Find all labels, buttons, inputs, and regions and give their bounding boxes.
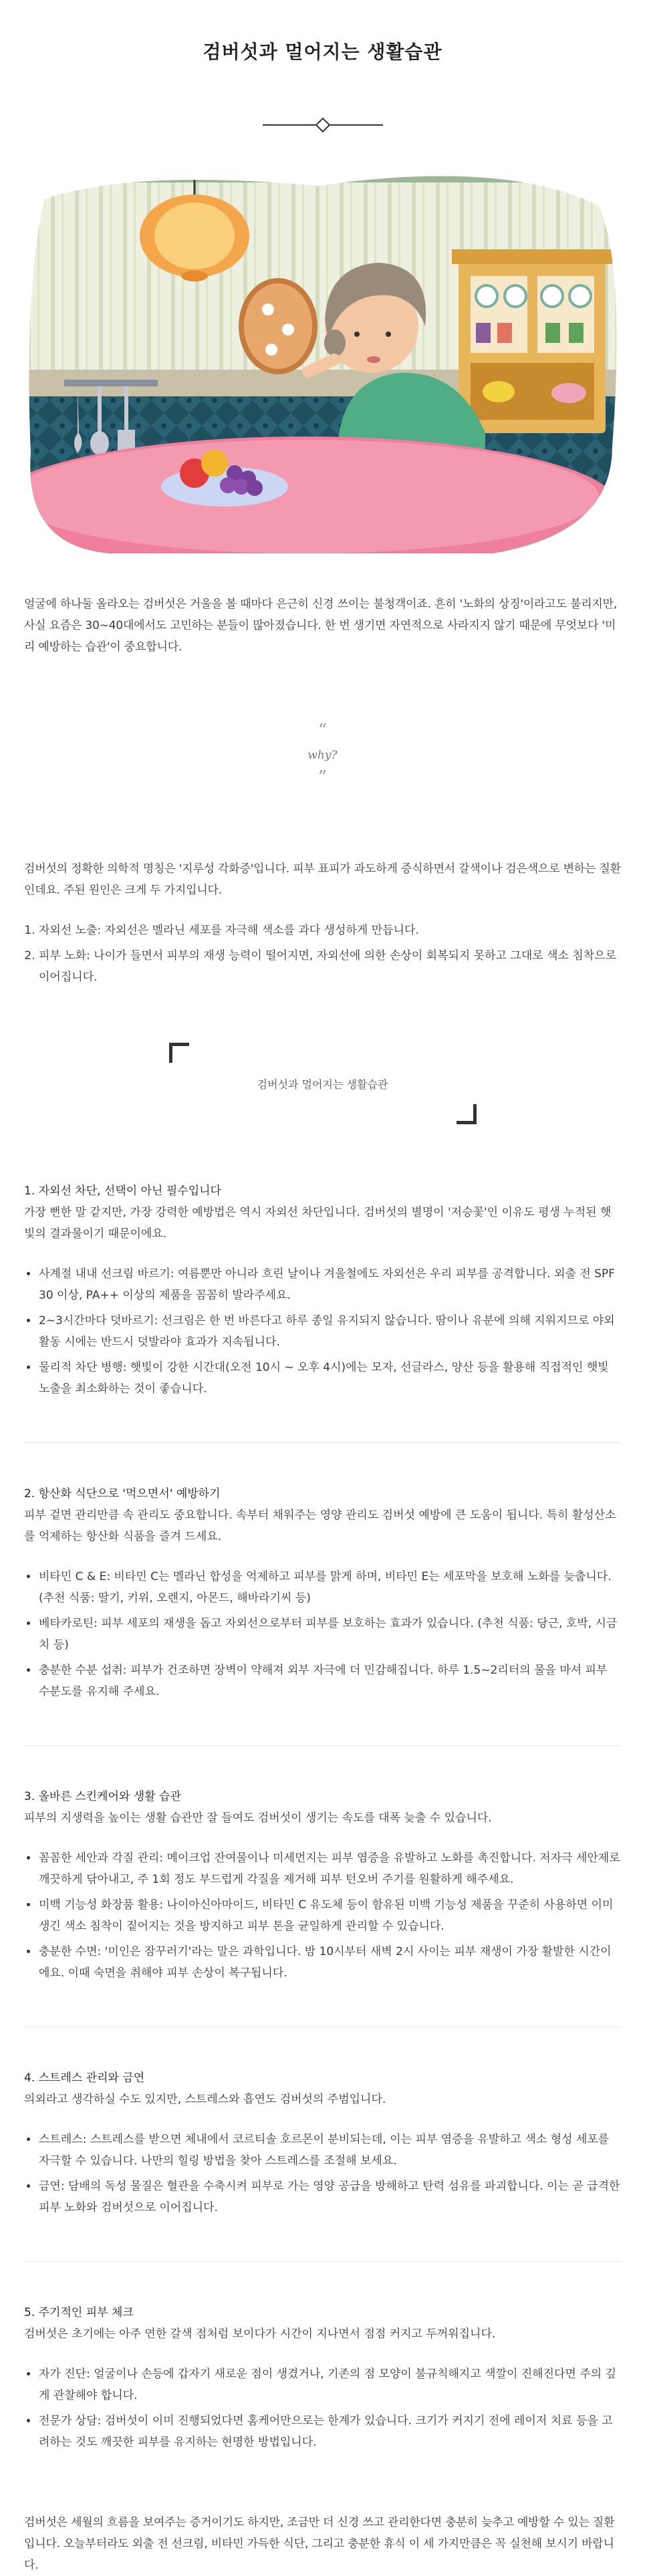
open-quote-icon: “ [317,721,328,741]
list-item: 미백 기능성 화장품 활용: 나이아신아마이드, 비타민 C 유도체 등이 함유된 미백 기능성 제품을 꾸준히 사용하면 이미 생긴 색소 침착이 짙어지는 것을 방지하고 피부 톤을 균일하게 관리할 수 있습니다. [39,1894,621,1937]
list-item: 자가 진단: 얼굴이나 손등에 갑자기 새로운 점이 생겼거나, 기존의 점 모양이 불규칙해지고 색깔이 진해진다면 주의 깊게 관찰해야 합니다. [39,2363,621,2406]
section-stress-smoking [24,2067,621,2262]
section-heading: 1. 자외선 차단, 선택이 아닌 필수입니다 [24,1184,221,1198]
list-item: 1. 자외선 노출: 자외선은 멜라닌 세포를 자극해 색소를 과다 생성하게 만듭니다. [39,920,621,941]
closing-paragraph: 검버섯은 세월의 흐름을 보여주는 증거이기도 하지만, 조금만 더 신경 쓰고 관리한다면 충분히 늦추고 예방할 수 있는 질환입니다. 오늘부터라도 외출 전 선크림, 비타민 가득한 식단, 그리고 충분한 휴식 이 세 가지만큼은 꼭 실천해 보시기 바랍니다. [24,2516,615,2572]
page-title: 검버섯과 멀어지는 생활습관 [203,41,442,63]
list-item: 베타카로틴: 피부 세포의 재생을 돕고 자외선으로부터 피부를 보호하는 효과가 있습니다. (추천 식품: 당근, 호박, 시금치 등) [39,1613,621,1656]
list-item: 충분한 수분 섭취: 피부가 건조하면 장벽이 약해져 외부 자극에 더 민감해집니다. 하루 1.5~2리터의 물을 마셔 피부 수분도를 유지해 주세요. [39,1660,621,1702]
section-list [24,2129,621,2218]
list-item: 비타민 C & E: 비타민 C는 멜라닌 합성을 억제하고 피부를 맑게 하며, 비타민 E는 세포막을 보호해 노화를 늦춥니다. (추천 식품: 딸기, 키위, 오렌지, 아몬드, 해바라기씨 등) [39,1566,621,1609]
section-lead: 피부의 지생력을 높이는 생활 습관만 잘 들여도 검버섯이 생기는 속도를 대폭 늦출 수 있습니다. [24,1811,492,1825]
section-list [24,1566,621,1702]
section-list [24,2363,621,2453]
section-list [24,1847,621,1984]
section-lead: 가장 뻔한 말 같지만, 가장 강력한 예방법은 역시 자외선 차단입니다. 검버섯의 별명이 '저승꽃'인 이유도 평생 누적된 햇빛의 결과물이기 때문이에요. [24,1206,612,1241]
cause-list [24,920,621,988]
list-item: 스트레스: 스트레스를 받으면 체내에서 코르티솔 호르몬이 분비되는데, 이는 피부 염증을 유발하고 색소 형성 세포를 자극할 수 있습니다. 나만의 힐링 방법을 찾아 스트레스를 조절해 보세요. [39,2129,621,2172]
list-item: 전문가 상담: 검버섯이 이미 진행되었다면 홈케어만으로는 한계가 있습니다. 크기가 커지기 전에 레이저 치료 등을 고려하는 것도 깨끗한 피부를 유지하는 현명한 방법입니다. [39,2410,621,2453]
list-item: 2~3시간마다 덧바르기: 선크림은 한 번 바른다고 하루 종일 유지되지 않습니다. 땀이나 유분에 의해 지워지므로 야외 활동 시에는 반드시 덧발라야 효과가 지속됩니다. [39,1310,621,1353]
divider [24,1745,621,1746]
section-lead: 피부 겉면 관리만큼 속 관리도 중요합니다. 속부터 채워주는 영양 관리도 검버섯 예방에 큰 도움이 됩니다. 특히 활성산소를 억제하는 항산화 식품을 즐겨 드세요. [24,1509,616,1543]
why-quote [24,722,621,786]
divider [24,1442,621,1443]
section-heading: 5. 주기적인 피부 체크 [24,2306,134,2319]
section-heading: 2. 항산화 식단으로 '먹으면서' 예방하기 [24,1487,221,1501]
section-banner [169,1043,477,1124]
corner-bracket-icon [169,1043,189,1063]
banner-text: 검버섯과 멀어지는 생활습관 [257,1078,388,1091]
section-lead: 의외라고 생각하실 수도 있지만, 스트레스와 흡연도 검버섯의 주범입니다. [24,2093,386,2106]
divider [24,2261,621,2262]
section-lead: 검버섯은 초기에는 아주 연한 갈색 점처럼 보이다가 시간이 지나면서 점점 커지고 두꺼워집니다. [24,2327,496,2341]
section-antioxidant-diet [24,1483,621,1746]
corner-bracket-icon [457,1104,477,1124]
close-quote-icon: ” [317,767,328,787]
hero-illustration [24,159,621,560]
intro-paragraph: 얼굴에 하나둘 올라오는 검버섯은 거울을 볼 때마다 은근히 신경 쓰이는 불청객이죠. 흔히 '노화의 상징'이라고도 불리지만, 사실 요즘은 30~40대에서도 고민하는 분들이 많아졌습니다. 한 번 생기면 자연적으로 사라지지 않기 때문에 무엇보다 '미리 예방하는 습관'이 중요합니다. [24,598,618,654]
cause-intro: 검버섯의 정확한 의학적 명칭은 '지루성 각화증'입니다. 피부 표피가 과도하게 증식하면서 갈색이나 검은색으로 변하는 질환인데요. 주된 원인은 크게 두 가지입니다. [24,862,621,897]
list-item: 꼼꼼한 세안과 각질 관리: 메이크업 잔여물이나 미세먼지는 피부 염증을 유발하고 노화를 촉진합니다. 저자극 세안제로 깨끗하게 닦아내고, 주 1회 정도 부드럽게 각질을 제거해 피부 턴오버 주기를 원활하게 해주세요. [39,1847,621,1890]
why-label: why? [307,749,338,762]
section-heading: 3. 올바른 스킨케어와 생활 습관 [24,1790,181,1803]
section-heading: 4. 스트레스 관리와 금연 [24,2071,145,2085]
title-divider [263,118,383,132]
list-item: 금연: 담배의 독성 물질은 혈관을 수축시켜 피부로 가는 영양 공급을 방해하고 탄력 섬유를 파괴합니다. 이는 곧 급격한 피부 노화와 검버섯으로 이어집니다. [39,2176,621,2218]
list-item: 충분한 수면: '미인은 잠꾸러기'라는 말은 과학입니다. 밤 10시부터 새벽 2시 사이는 피부 재생이 가장 활발한 시간이에요. 이때 숙면을 취해야 피부 손상이 복구됩니다. [39,1941,621,1984]
list-item: 사계절 내내 선크림 바르기: 여름뿐만 아니라 흐린 날이나 겨울철에도 자외선은 우리 피부를 공격합니다. 외출 전 SPF 30 이상, PA++ 이상의 제품을 꼼꼼히 발라주세요. [39,1263,621,1306]
diamond-icon [315,118,330,133]
section-sun-protection [24,1180,621,1443]
section-skincare [24,1786,621,2027]
section-list [24,1263,621,1400]
list-item: 물리적 차단 병행: 햇빛이 강한 시간대(오전 10시 ~ 오후 4시)에는 모자, 선글라스, 양산 등을 활용해 직접적인 햇빛 노출을 최소화하는 것이 좋습니다. [39,1357,621,1400]
list-item: 2. 피부 노화: 나이가 들면서 피부의 재생 능력이 떨어지면, 자외선에 의한 손상이 회복되지 못하고 그대로 색소 침착으로 이어집니다. [39,945,621,988]
section-skin-check [24,2302,621,2453]
